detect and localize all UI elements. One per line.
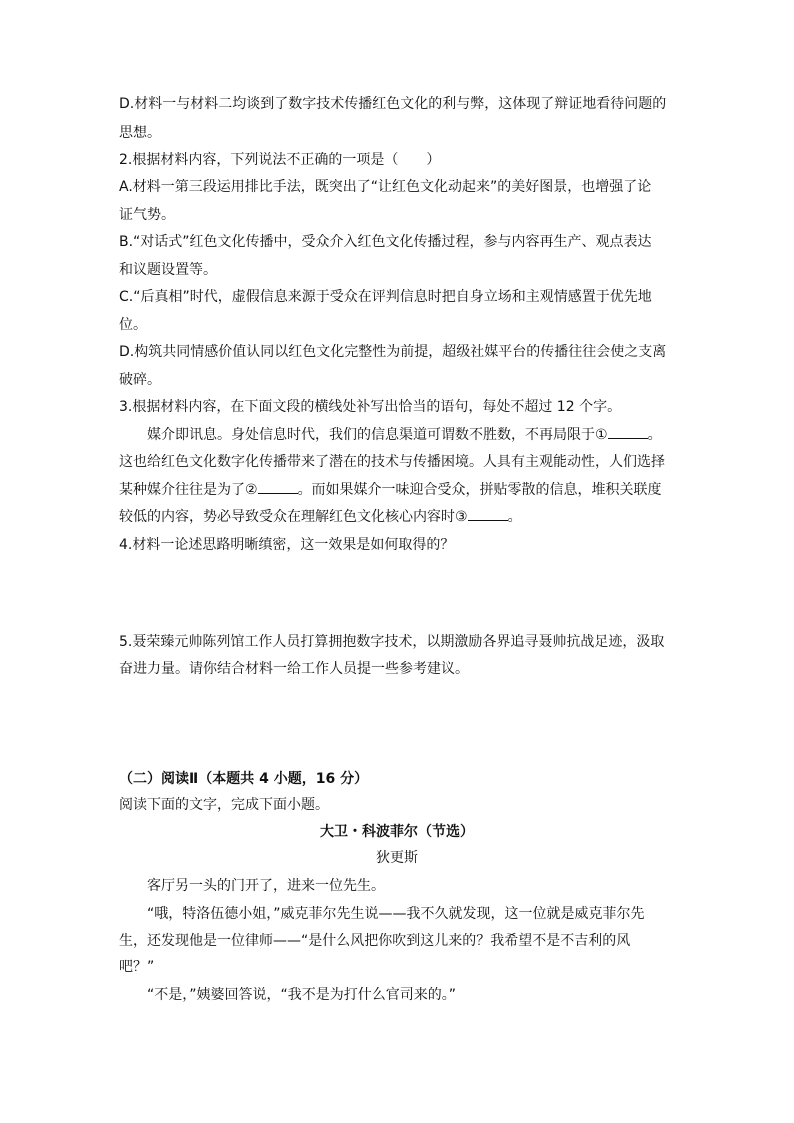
question-5-line2: 奋进力量。请你结合材料一给工作人员提一些参考建议。 <box>119 661 469 677</box>
passage-author: 狄更斯 <box>376 850 418 866</box>
q3-text: 。而如果媒介一味迎合受众，拼贴零散的信息，堆积关联度 <box>297 482 662 498</box>
q2-option-d-line1: D.构筑共同情感价值认同以红色文化完整性为前提，超级社媒平台的传播往往会使之支离 <box>119 344 667 360</box>
fill-blank-1[interactable] <box>608 426 648 439</box>
blank-marker-2: ② <box>245 482 258 498</box>
passage-title: 大卫・科波菲尔（节选） <box>320 824 474 840</box>
question-3-stem: 3.根据材料内容，在下面文段的横线处补写出恰当的语句，每处不超过 12 个字。 <box>119 399 622 415</box>
q3-text: 。 <box>647 427 662 443</box>
blank-marker-3: ③ <box>455 509 468 525</box>
q2-option-d-line2: 破碎。 <box>119 372 161 388</box>
q3-passage-line1 <box>147 426 707 444</box>
q2-option-b-line2: 和议题设置等。 <box>119 262 217 278</box>
passage-line-1: 客厅另一头的门开了，进来一位先生。 <box>147 878 385 894</box>
q2-option-a-line1: A.材料一第三段运用排比手法，既突出了“让红色文化动起来”的美好图景，也增强了论 <box>119 179 652 195</box>
passage-line-4: 吧？” <box>119 959 155 975</box>
passage-line-3: 生，还发现他是一位律师——“是什么风把你吹到这儿来的？我希望不是不吉利的风 <box>119 933 631 949</box>
q1-option-d-line1: D.材料一与材料二均谈到了数字技术传播红色文化的利与弊，这体现了辩证地看待问题的 <box>119 96 667 112</box>
q3-text: 某种媒介往往是为了 <box>119 482 245 498</box>
q2-option-a-line2: 证气势。 <box>119 207 175 223</box>
q2-option-c-line2: 位。 <box>119 317 147 333</box>
fill-blank-3[interactable] <box>468 508 508 521</box>
q3-passage-line2: 这也给红色文化数字化传播带来了潜在的技术与传播困境。人具有主观能动性，人们选择 <box>119 454 665 470</box>
q3-text: 媒介即讯息。身处信息时代，我们的信息渠道可谓数不胜数，不再局限于 <box>147 427 595 443</box>
q3-passage-line4 <box>119 508 679 526</box>
q2-option-c-line1: C.“后真相”时代，虚假信息来源于受众在评判信息时把自身立场和主观情感置于优先地 <box>119 289 652 305</box>
passage-line-5: “不是，”姨婆回答说，“我不是为打什么官司来的。” <box>147 987 457 1003</box>
passage-line-2: “哦，特洛伍德小姐，”威克菲尔先生说——我不久就发现，这一位就是威克菲尔先 <box>147 906 645 922</box>
question-5-line1: 5.聂荣臻元帅陈列馆工作人员打算拥抱数字技术，以期激励各界追寻聂帅抗战足迹，汲取 <box>119 634 665 650</box>
question-2-stem: 2.根据材料内容，下列说法不正确的一项是（ ） <box>119 152 441 168</box>
section-2-heading: （二）阅读Ⅱ（本题共 4 小题，16 分） <box>119 771 369 787</box>
q2-option-b-line1: B.“对话式”红色文化传播中，受众介入红色文化传播过程，参与内容再生产、观点表达 <box>119 234 652 250</box>
fill-blank-2[interactable] <box>258 481 298 494</box>
q3-text: 。 <box>507 509 522 525</box>
blank-marker-1: ① <box>595 427 608 443</box>
q1-option-d-line2: 思想。 <box>119 125 161 141</box>
question-4-stem: 4.材料一论述思路明晰缜密，这一效果是如何取得的？ <box>119 537 455 553</box>
q3-passage-line3 <box>119 481 679 499</box>
section-2-instruction: 阅读下面的文字，完成下面小题。 <box>119 797 329 813</box>
q3-text: 较低的内容，势必导致受众在理解红色文化核心内容时 <box>119 509 455 525</box>
